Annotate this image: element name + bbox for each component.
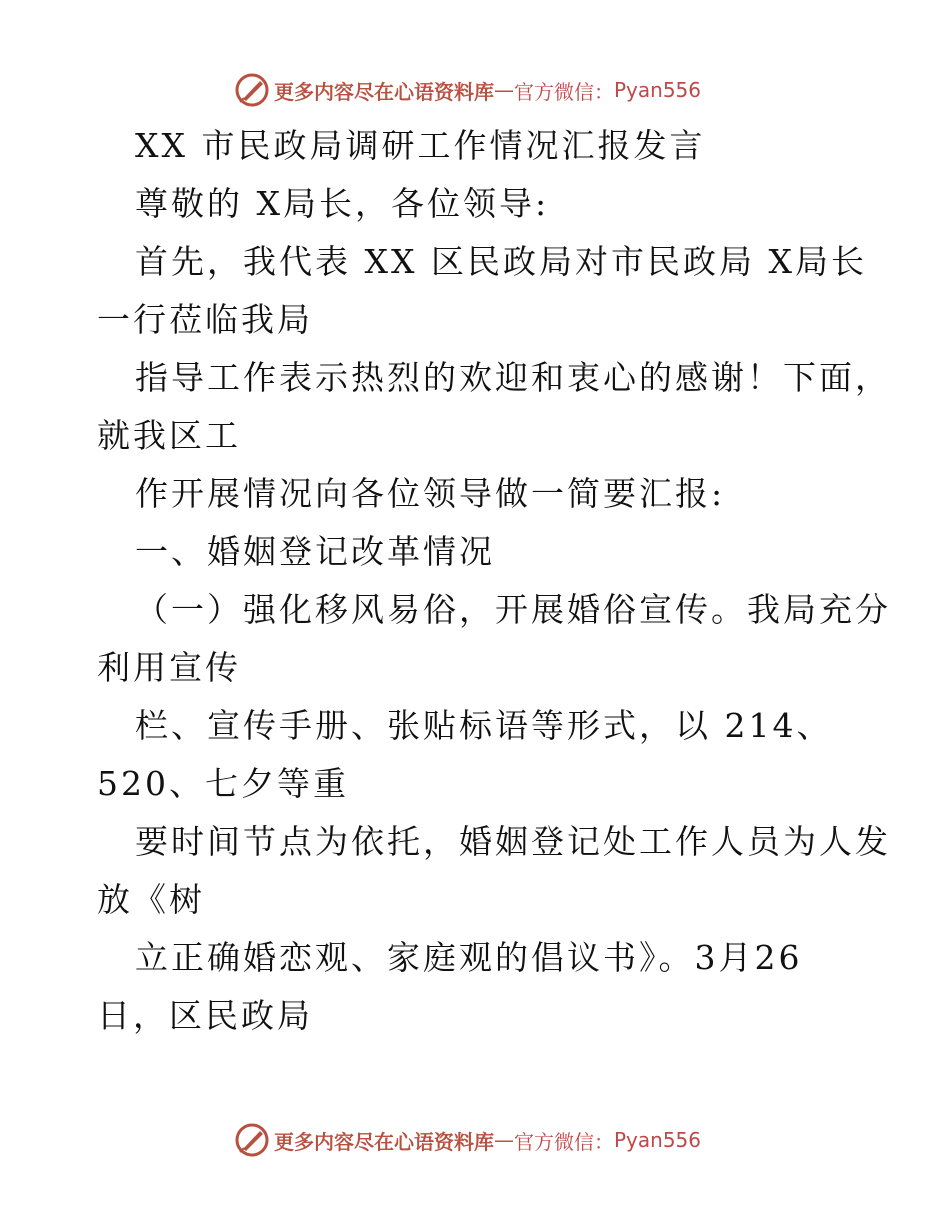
document-line: 首先，我代表 XX 区民政局对市民政局 X局长: [135, 242, 867, 281]
subsection-heading-line: （一）强化移风易俗，开展婚俗宣传。我局充分: [135, 590, 891, 629]
document-title: XX 市民政局调研工作情况汇报发言: [135, 126, 706, 165]
document-line: 就我区工: [97, 416, 241, 455]
banner-main-text: 更多内容尽在心语资料库: [274, 79, 494, 104]
document-line: 520、七夕等重: [97, 764, 349, 803]
document-line: 立正确婚恋观、家庭观的倡议书》。3月26: [135, 938, 803, 977]
banner-account-id: Pyan556: [614, 78, 702, 102]
document-line: 作开展情况向各位领导做一简要汇报:: [135, 474, 726, 513]
quill-pen-logo-icon: [234, 1122, 270, 1158]
document-line: 日，区民政局: [97, 996, 313, 1035]
header-watermark-banner: [234, 70, 701, 110]
banner-wechat-label: 官方微信：: [514, 79, 614, 104]
banner-dash: —: [494, 78, 514, 102]
banner-wechat-label: 官方微信：: [514, 1129, 614, 1154]
document-line: 栏、宣传手册、张贴标语等形式，以 214、: [135, 706, 833, 745]
document-line: 一行莅临我局: [97, 300, 313, 339]
document-line: 要时间节点为依托，婚姻登记处工作人员为人发: [135, 822, 891, 861]
footer-watermark-banner: [234, 1120, 701, 1160]
document-line: 指导工作表示热烈的欢迎和衷心的感谢！下面，: [135, 358, 891, 397]
banner-account-id: Pyan556: [614, 1128, 702, 1152]
banner-dash: —: [494, 1128, 514, 1152]
document-line: 利用宣传: [97, 648, 241, 687]
banner-main-text: 更多内容尽在心语资料库: [274, 1129, 494, 1154]
document-line: 放《树: [97, 880, 205, 919]
section-heading: 一、婚姻登记改革情况: [135, 532, 495, 571]
document-line: 尊敬的 X局长，各位领导:: [135, 184, 550, 223]
quill-pen-logo-icon: [234, 72, 270, 108]
